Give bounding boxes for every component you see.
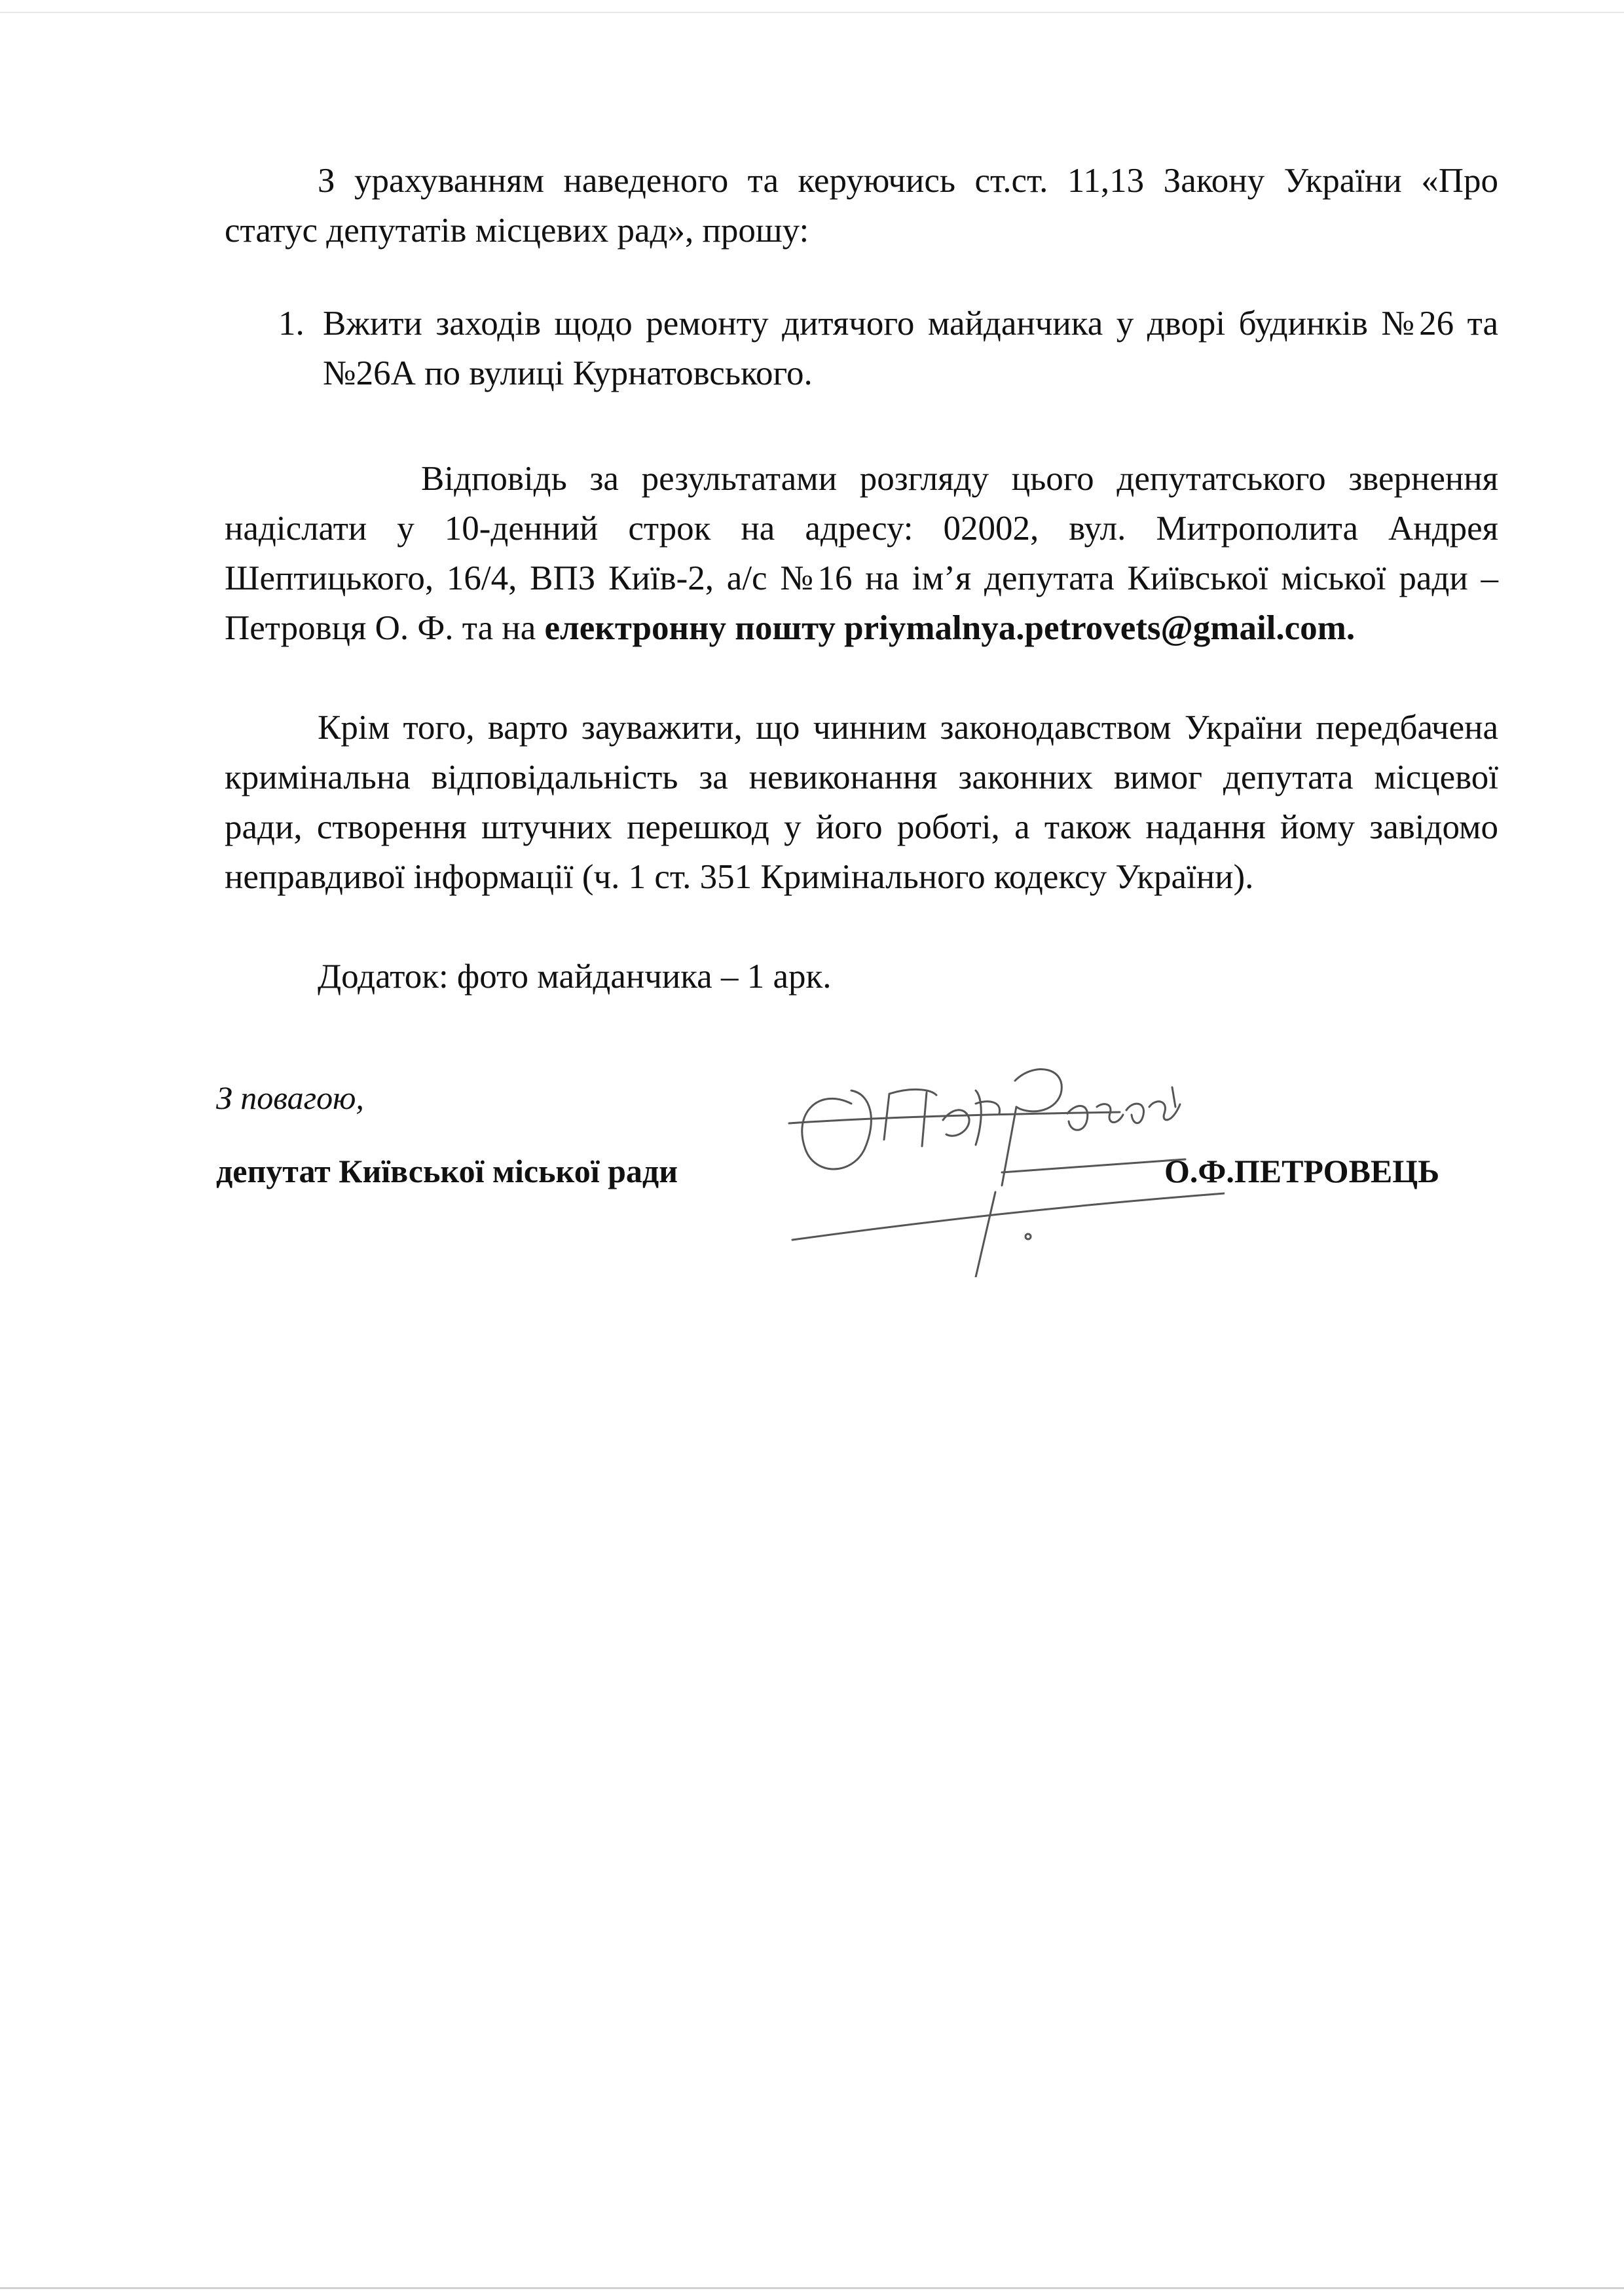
scan-edge-top (0, 12, 1624, 13)
intro-paragraph: З урахуванням наведеного та керуючись ст.ст. 11,13 Закону України «Про статус депутатів місцевих рад», прошу: (225, 162, 1498, 250)
closing-block (216, 1074, 678, 1195)
response-paragraph (225, 454, 1498, 653)
handwritten-signature (779, 1041, 1225, 1277)
list-item-number: 1. (278, 305, 304, 343)
signer-name: О.Ф.ПЕТРОВЕЦЬ (1164, 1153, 1440, 1189)
attachment-paragraph-block (225, 952, 1498, 1001)
response-paragraph-block (225, 454, 1498, 653)
response-paragraph-text: Відповідь за результатами розгляду цього депутатського звернення надіслати у 10-денний строк на адресу: 02002, вул. Митрополита Андрея Шептицького, 16/4, ВПЗ Київ-2, а/с №16 на ім’я депутата Київської міської ради – Петровця О. Ф. та на (225, 460, 1498, 647)
request-list-item (225, 299, 1498, 398)
response-email-text: електронну пошту priymalnya.petrovets@gmail.com. (544, 609, 1356, 647)
liability-paragraph-block (225, 703, 1498, 902)
intro-paragraph-block (225, 156, 1498, 255)
closing-salutation: З повагою, (216, 1079, 364, 1116)
signer-position: депутат Київської міської ради (216, 1153, 678, 1189)
scan-edge-bottom (0, 2287, 1624, 2289)
list-item-text: Вжити заходів щодо ремонту дитячого майданчика у дворі будинків №26 та №26А по вулиці Курнатовського. (323, 305, 1498, 392)
attachment-line: Додаток: фото майданчика – 1 арк. (318, 958, 832, 996)
liability-paragraph: Крім того, варто зауважити, що чинним законодавством України передбачена кримінальна відповідальність за невиконання законних вимог депутата місцевої ради, створення штучних перешкод у його роботі, а також надання йому завідомо неправдивої інформації (ч. 1 ст. 351 Кримінального кодексу України). (225, 709, 1498, 896)
